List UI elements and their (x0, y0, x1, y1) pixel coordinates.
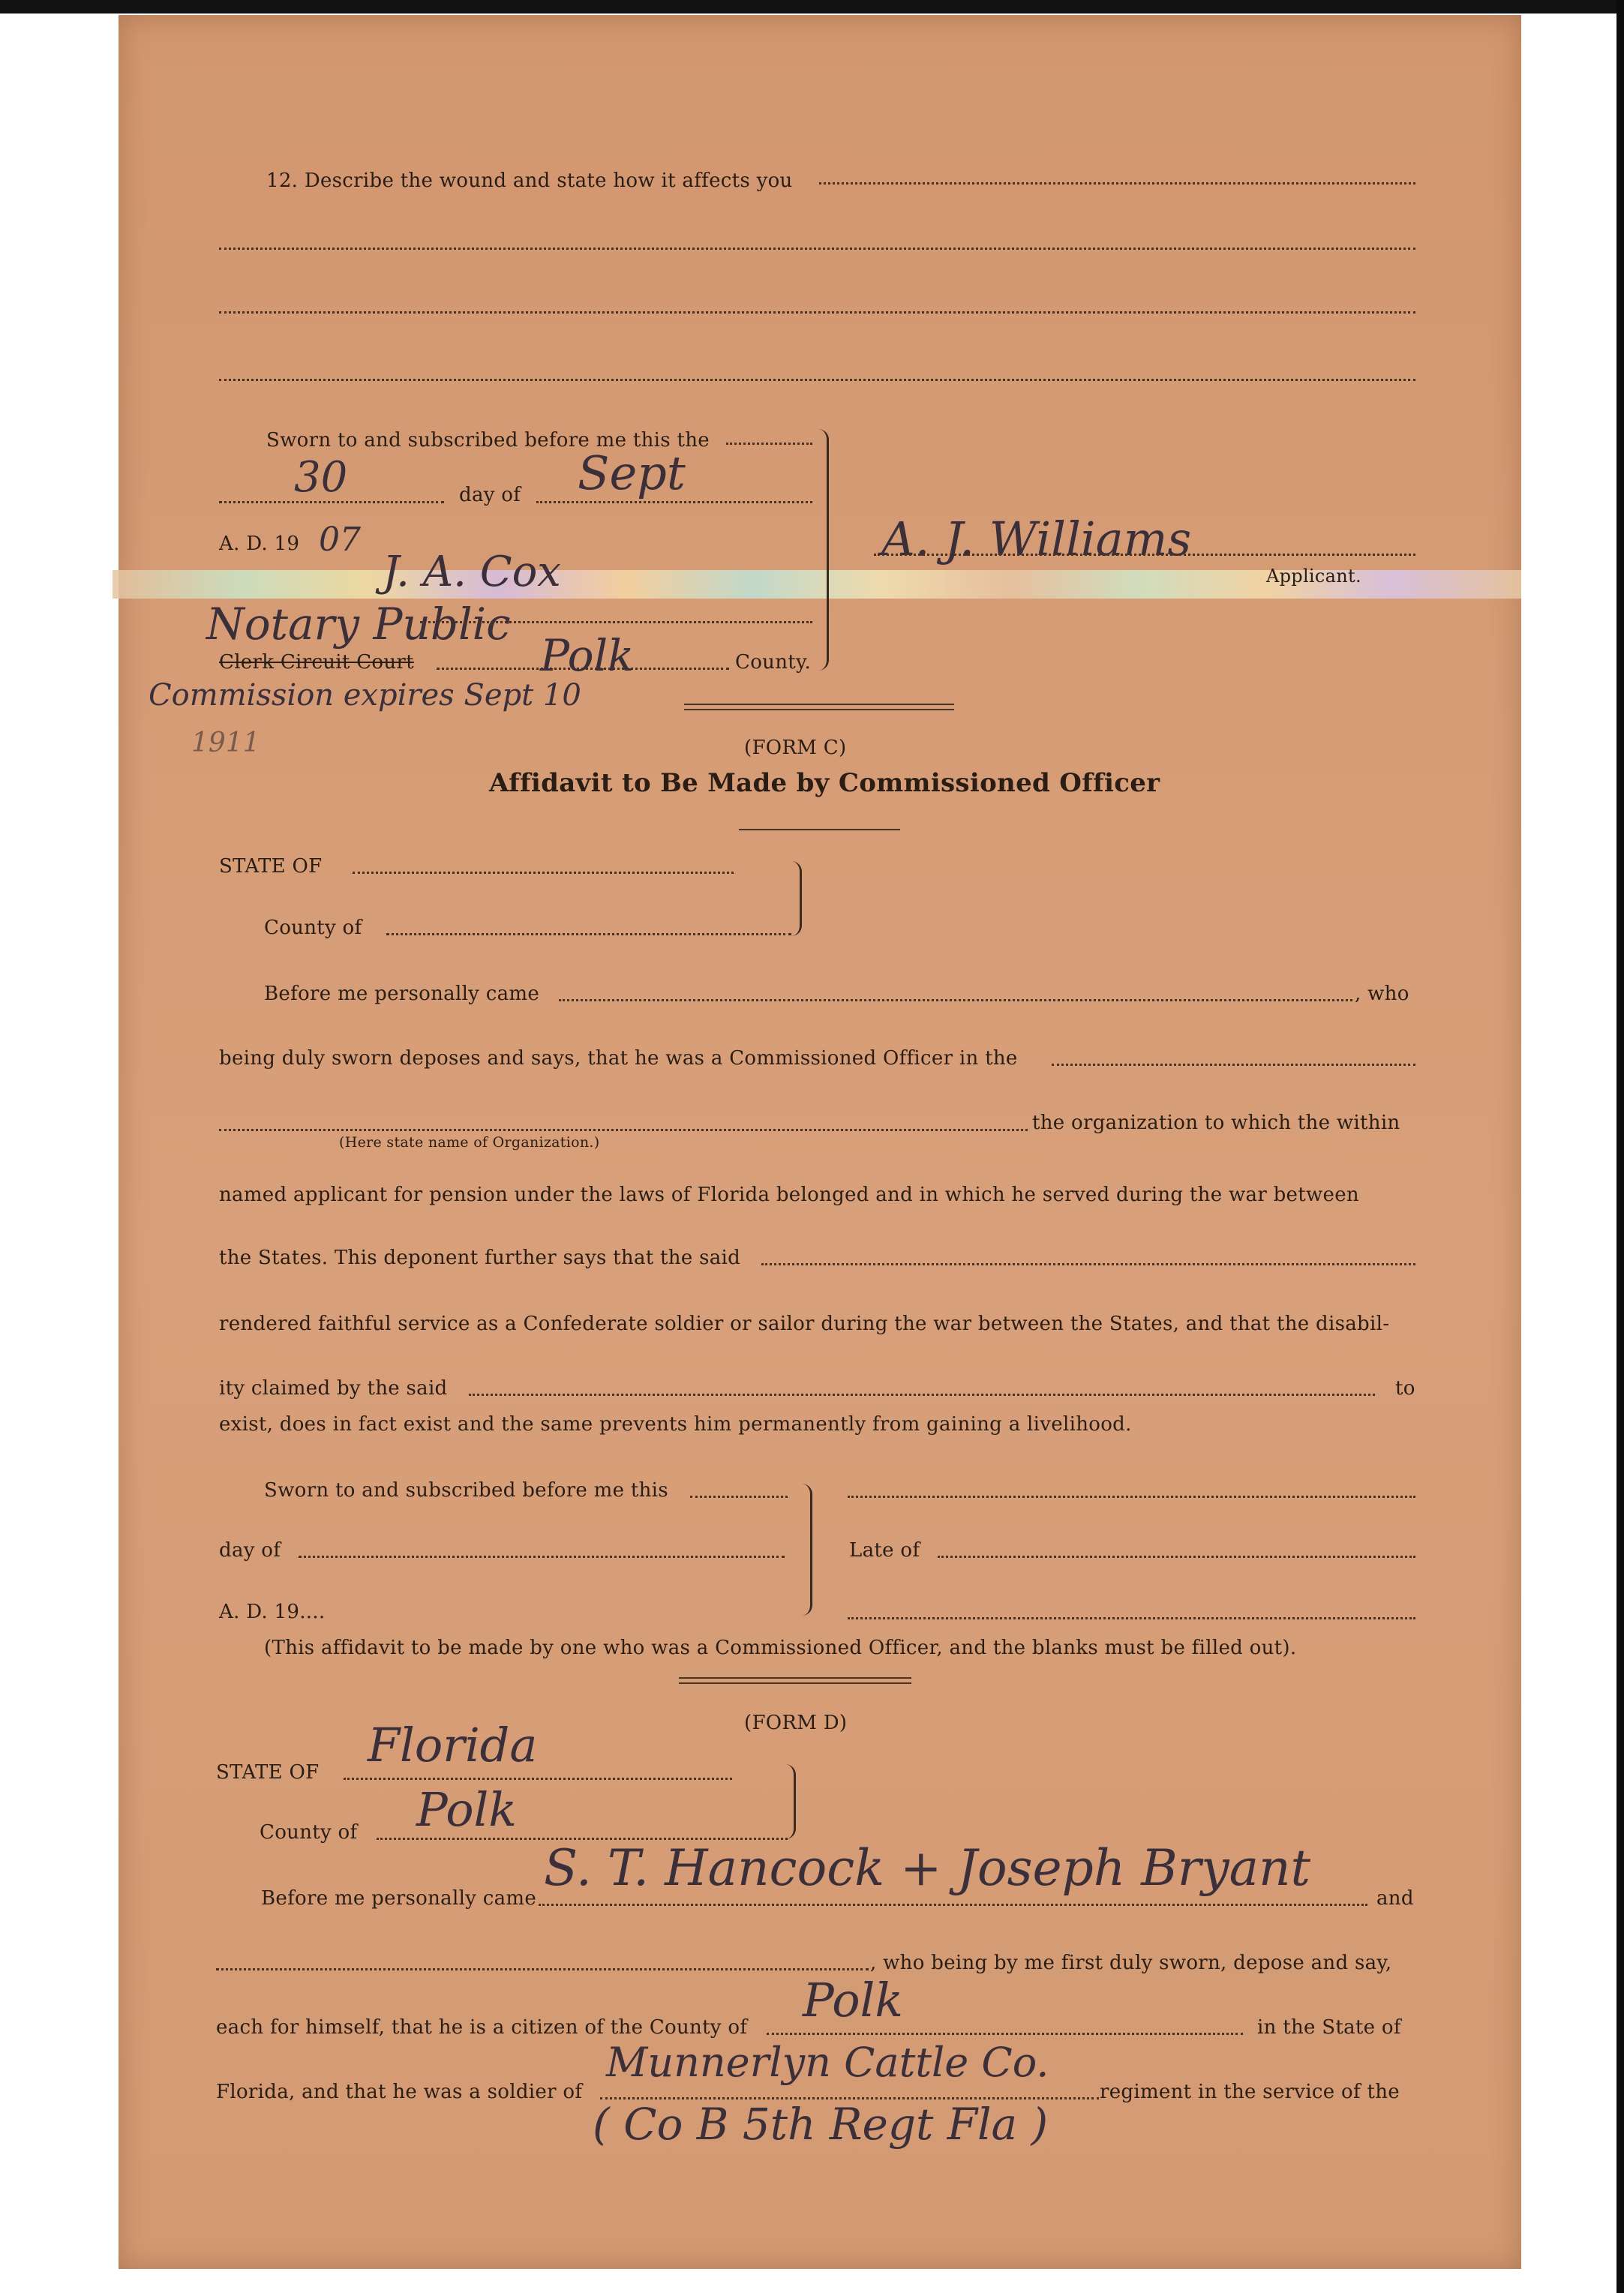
hw-applicant-signature: A. J. Williams (881, 512, 1192, 566)
blank-line (767, 2033, 1243, 2035)
form-c-heading: Affidavit to Be Made by Commissioned Officer (489, 768, 1160, 798)
form-d-line-1: Before me personally came (261, 1887, 537, 1910)
section-divider (679, 1677, 911, 1684)
state-of-label: STATE OF (219, 855, 323, 878)
answer-line (219, 379, 1415, 381)
form-c-line-2: being duly sworn deposes and says, that he was a Commissioned Officer in the (219, 1047, 1018, 1070)
signature-line (874, 554, 1415, 556)
sworn-text: Sworn to and subscribed before me this the (266, 429, 710, 452)
hw-d-county: Polk (416, 1782, 517, 1837)
hw-day: 30 (294, 453, 348, 502)
form-c-line-6: rendered faithful service as a Confederate soldier or sailor during the war between the States, and that the disabil- (219, 1313, 1390, 1335)
hw-d-citizen-county: Polk (803, 1973, 903, 2027)
hw-d-state: Florida (368, 1718, 538, 1772)
day-of-text: day of (459, 484, 521, 506)
form-c-line-8: exist, does in fact exist and the same prevents him permanently from gaining a livelihood. (219, 1413, 1132, 1436)
form-c-line-5: the States. This deponent further says that the said (219, 1247, 741, 1269)
blank-line (344, 1778, 732, 1780)
blank-line (690, 1496, 788, 1498)
c-ad: A. D. 19.... (219, 1601, 326, 1623)
d-state-of: STATE OF (216, 1761, 320, 1784)
form-c-line-7: ity claimed by the said (219, 1377, 448, 1400)
form-d-line-4: Florida, and that he was a soldier of (216, 2081, 583, 2103)
form-c-line-7-end: to (1395, 1377, 1415, 1400)
blank-line (1052, 1064, 1415, 1066)
question-12: 12. Describe the wound and state how it affects you (266, 170, 793, 192)
county-of-label: County of (264, 917, 362, 939)
hw-notary-name: J. A. Cox (383, 548, 561, 596)
heading-rule (739, 829, 900, 830)
blank-line (539, 1904, 1367, 1906)
clerk-text: Clerk Circuit Court (219, 651, 414, 674)
hw-d-regiment: Munnerlyn Cattle Co. (606, 2039, 1049, 2086)
hw-notary-title: Notary Public (206, 599, 511, 650)
form-d-line-2-end: , who being by me first duly sworn, depose and say, (870, 1952, 1392, 1974)
form-c-title: (FORM C) (744, 737, 847, 759)
blank-line (726, 443, 812, 445)
c-jurat-brace (795, 1484, 812, 1616)
hw-county: Polk (540, 630, 635, 681)
county-text: County. (735, 651, 812, 674)
form-c-line-4: named applicant for pension under the laws of Florida belonged and in which he served during the war between (219, 1184, 1359, 1206)
organization-note: (Here state name of Organization.) (339, 1134, 600, 1151)
blank-line (536, 501, 812, 503)
blank-line (420, 621, 812, 623)
c-late-of: Late of (849, 1539, 920, 1562)
blank-line (559, 999, 1352, 1001)
d-venue-brace (780, 1764, 796, 1839)
answer-line (819, 182, 1415, 185)
hw-commission-year: 1911 (191, 728, 260, 758)
scan-right-edge (1616, 0, 1624, 2293)
form-d-line-3: each for himself, that he is a citizen of the County of (216, 2016, 748, 2039)
form-c-line-1: Before me personally came (264, 983, 540, 1005)
applicant-label: Applicant. (1266, 566, 1361, 587)
answer-line (219, 311, 1415, 314)
hw-month: Sept (578, 446, 686, 500)
blank-line (299, 1556, 785, 1558)
ad-text: A. D. 19 (219, 533, 300, 555)
blank-line (353, 872, 734, 874)
hw-year: 07 (319, 521, 361, 559)
form-d-line-1-end: and (1376, 1887, 1414, 1910)
form-d-title: (FORM D) (744, 1712, 848, 1734)
blank-line (386, 933, 791, 935)
signature-line (848, 1496, 1415, 1498)
blank-line (469, 1394, 1375, 1396)
blank-line (219, 1129, 1028, 1131)
hw-d-names: S. T. Hancock + Joseph Bryant (544, 1839, 1311, 1897)
blank-line (216, 1968, 869, 1970)
form-d-line-4-end: regiment in the service of the (1100, 2081, 1400, 2103)
form-d-line-3-end: in the State of (1257, 2016, 1401, 2039)
d-county-of: County of (260, 1821, 358, 1844)
jurat-brace (810, 429, 829, 671)
hw-commission: Commission expires Sept 10 (149, 678, 581, 713)
answer-line (219, 248, 1415, 250)
blank-line (938, 1556, 1415, 1558)
blank-line (848, 1617, 1415, 1619)
c-sworn-text: Sworn to and subscribed before me this (264, 1479, 668, 1502)
scan-top-edge (0, 0, 1624, 14)
blank-line (761, 1263, 1415, 1265)
form-c-line-1-end: , who (1355, 983, 1409, 1005)
venue-brace (786, 861, 802, 936)
hw-d-regiment-2: ( Co B 5th Regt Fla ) (593, 2099, 1049, 2150)
pension-form-page (119, 15, 1521, 2269)
form-c-line-3-end: the organization to which the within (1032, 1112, 1400, 1134)
c-note: (This affidavit to be made by one who was a Commissioned Officer, and the blanks must be filled out). (264, 1637, 1297, 1659)
section-divider (684, 704, 954, 710)
c-day-of: day of (219, 1539, 281, 1562)
